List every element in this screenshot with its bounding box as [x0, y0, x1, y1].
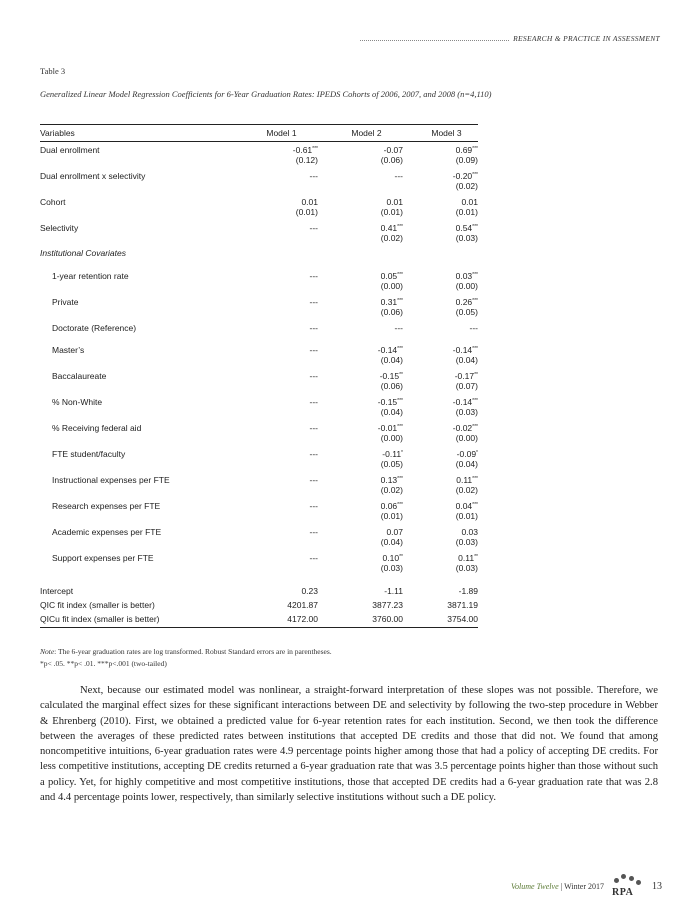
significance-stars: ** — [399, 372, 403, 378]
row-label: Cohort — [40, 197, 66, 207]
significance-stars: *** — [397, 424, 403, 430]
table-label: Table 3 — [40, 66, 66, 76]
model-3-cell — [415, 320, 478, 342]
model-2-cell — [330, 220, 415, 246]
table-row — [40, 194, 478, 220]
table-row — [40, 394, 478, 420]
body-paragraph: Next, because our estimated model was nonlinear, a straight-forward interpretation of these slopes was not possible. Therefore, we calculated the marginal effect sizes for these significant interactions between DE and selectivity by following the two-step procedure in Webber & Ehrenberg (2010). First, we obtained a predicted value for 6-year retention rates for each institution. Second, we then took the difference between the averages of these predicted rates between institutions that accepted DE credits and those that did not. We found that among noncompetitive intuitions, 6-year graduation rates were 4.9 percentage points higher among those that had a policy of accepting DE credits. For less competitive institutions, accepting DE credits returned a 6-year graduation rate that was 3.5 percentage points higher than those without such a policy. Yet, for highly competitive and most competitive institutions, those that accepted DE credits had a 6-year graduation rate that was 2.8 and 4.4 percentage points lower, respectively, than similarly selective institutions without such a DE policy. — [40, 685, 658, 804]
model-1-cell — [245, 294, 330, 320]
note-significance: *p< .05. **p< .01. ***p<.001 (two-tailed) — [40, 659, 167, 668]
model-1-cell — [245, 194, 330, 220]
running-head-dots — [360, 37, 509, 41]
footer-issue: Winter 2017 — [564, 881, 604, 891]
running-head — [360, 34, 660, 43]
table-spacer-row — [40, 576, 478, 584]
coefficient: -0.61 — [292, 145, 313, 155]
rpa-logo-text: RPA — [612, 887, 634, 898]
coefficient: --- — [309, 297, 318, 307]
model-2-cell — [330, 498, 415, 524]
standard-error: (0.00) — [380, 433, 403, 443]
coefficient: -1.11 — [384, 586, 403, 596]
standard-error: (0.03) — [455, 537, 478, 547]
standard-error: (0.04) — [455, 459, 478, 469]
model-2-cell — [330, 394, 415, 420]
significance-stars: *** — [472, 224, 478, 230]
model-3-cell — [415, 584, 478, 598]
model-1-cell — [245, 446, 330, 472]
model-1-cell — [245, 368, 330, 394]
table-row — [40, 220, 478, 246]
significance-stars: *** — [472, 398, 478, 404]
model-2-cell — [330, 142, 415, 169]
coefficient: 0.04 — [455, 501, 473, 511]
model-2-cell — [330, 194, 415, 220]
table-row — [40, 368, 478, 394]
coefficient: --- — [309, 397, 318, 407]
significance-stars: *** — [472, 146, 478, 152]
significance-stars: *** — [472, 298, 478, 304]
table-header-row — [40, 125, 478, 142]
model-3-cell — [415, 368, 478, 394]
model-1-cell — [245, 524, 330, 550]
coefficient: 0.01 — [301, 197, 318, 207]
row-label: 1-year retention rate — [52, 271, 129, 281]
table-row — [40, 142, 478, 169]
coefficient: 0.01 — [461, 197, 478, 207]
coefficient: 3754.00 — [447, 614, 478, 624]
standard-error: (0.05) — [380, 459, 403, 469]
standard-error: (0.04) — [380, 537, 403, 547]
coefficient: --- — [309, 323, 318, 333]
table-row — [40, 342, 478, 368]
coefficient: --- — [394, 323, 403, 333]
model-3-cell — [415, 294, 478, 320]
coefficient: -0.02 — [452, 423, 473, 433]
significance-stars: *** — [472, 272, 478, 278]
coefficient: 0.13 — [380, 475, 398, 485]
table-note — [40, 646, 500, 670]
standard-error: (0.03) — [455, 563, 478, 573]
coefficient: 0.03 — [461, 527, 478, 537]
note-text: : The 6-year graduation rates are log transformed. Robust Standard errors are in parentheses. — [54, 647, 332, 656]
coefficient: 0.10 — [382, 553, 400, 563]
row-label: Private — [52, 297, 79, 307]
standard-error: (0.06) — [380, 155, 403, 165]
standard-error: (0.01) — [295, 207, 318, 217]
table-row — [40, 320, 478, 342]
row-label: Instructional expenses per FTE — [52, 475, 170, 485]
coefficient: --- — [309, 271, 318, 281]
coefficient: --- — [309, 371, 318, 381]
coefficient: -0.14 — [452, 345, 473, 355]
coefficient: -0.11 — [382, 449, 402, 459]
model-1-cell — [245, 550, 330, 576]
table-row — [40, 420, 478, 446]
coefficient: 0.69 — [455, 145, 473, 155]
model-3-cell — [415, 342, 478, 368]
model-3-cell — [415, 498, 478, 524]
significance-stars: *** — [397, 224, 403, 230]
footer-separator: | — [558, 881, 565, 891]
coefficient: 0.05 — [380, 271, 398, 281]
model-1-cell — [245, 320, 330, 342]
model-1-cell — [245, 394, 330, 420]
standard-error: (0.01) — [455, 207, 478, 217]
model-3-cell — [415, 268, 478, 294]
coefficient: --- — [309, 527, 318, 537]
standard-error: (0.02) — [380, 485, 403, 495]
significance-stars: * — [401, 450, 403, 456]
model-2-cell — [330, 168, 415, 194]
coefficient: 0.07 — [386, 527, 403, 537]
table-caption: Generalized Linear Model Regression Coefficients for 6-Year Graduation Rates: IPEDS Cohorts of 2006, 2007, and 2008 (n=4,110) — [40, 89, 492, 99]
coefficient: -0.15 — [377, 397, 398, 407]
model-1-cell — [245, 472, 330, 498]
table-row — [40, 612, 478, 628]
coefficient: --- — [469, 323, 478, 333]
row-label: Academic expenses per FTE — [52, 527, 162, 537]
table-row — [40, 446, 478, 472]
row-label: Intercept — [40, 586, 74, 596]
standard-error: (0.06) — [380, 381, 403, 391]
table-row — [40, 550, 478, 576]
coefficient: 0.11 — [456, 475, 473, 485]
model-2-cell — [330, 524, 415, 550]
significance-stars: *** — [472, 346, 478, 352]
coefficient: 3871.19 — [447, 600, 478, 610]
coefficient: -0.20 — [452, 171, 473, 181]
standard-error: (0.03) — [455, 233, 478, 243]
model-1-cell — [245, 220, 330, 246]
model-2-cell — [330, 550, 415, 576]
model-2-cell — [330, 612, 415, 628]
table-row — [40, 524, 478, 550]
coefficient: 0.26 — [455, 297, 473, 307]
coefficient: --- — [309, 345, 318, 355]
row-label: Dual enrollment — [40, 145, 100, 155]
coefficient: --- — [309, 553, 318, 563]
coefficient: 4172.00 — [287, 614, 318, 624]
model-3-cell — [415, 220, 478, 246]
coefficient: 0.06 — [380, 501, 398, 511]
page-number: 13 — [652, 880, 662, 892]
coefficient: 0.54 — [455, 223, 473, 233]
standard-error: (0.07) — [455, 381, 478, 391]
model-1-cell — [245, 420, 330, 446]
model-3-cell — [415, 612, 478, 628]
significance-stars: *** — [312, 146, 318, 152]
significance-stars: ** — [399, 554, 403, 560]
model-1-cell — [245, 142, 330, 169]
standard-error: (0.03) — [380, 563, 403, 573]
coefficient: -0.15 — [379, 371, 400, 381]
standard-error: (0.06) — [380, 307, 403, 317]
table-row — [40, 472, 478, 498]
standard-error: (0.04) — [380, 407, 403, 417]
regression-table — [40, 124, 478, 628]
standard-error: (0.01) — [455, 511, 478, 521]
significance-stars: *** — [472, 424, 478, 430]
model-2-cell — [330, 584, 415, 598]
coefficient: -0.09 — [456, 449, 477, 459]
footer-volume: Volume Twelve — [511, 881, 559, 891]
table-row — [40, 584, 478, 598]
coefficient: -0.14 — [377, 345, 398, 355]
header-model-3: Model 3 — [415, 125, 478, 142]
model-1-cell — [245, 168, 330, 194]
table-section-row — [40, 246, 478, 268]
table-row — [40, 168, 478, 194]
significance-stars: *** — [472, 502, 478, 508]
row-label: % Non-White — [52, 397, 103, 407]
model-3-cell — [415, 598, 478, 612]
model-2-cell — [330, 268, 415, 294]
coefficient: 3760.00 — [372, 614, 403, 624]
model-1-cell — [245, 268, 330, 294]
coefficient: 0.41 — [380, 223, 398, 233]
significance-stars: ** — [474, 554, 478, 560]
row-label: Baccalaureate — [52, 371, 107, 381]
section-institutional-covariates: Institutional Covariates — [40, 248, 126, 258]
row-label: Master’s — [52, 345, 85, 355]
coefficient: -0.17 — [454, 371, 475, 381]
coefficient: --- — [309, 423, 318, 433]
standard-error: (0.04) — [380, 355, 403, 365]
coefficient: 3877.23 — [372, 600, 403, 610]
header-variables: Variables — [40, 125, 245, 142]
model-2-cell — [330, 598, 415, 612]
row-label: QICu fit index (smaller is better) — [40, 612, 245, 628]
table-row — [40, 498, 478, 524]
rpa-logo — [610, 874, 644, 898]
row-label: Doctorate (Reference) — [52, 323, 137, 333]
coefficient: 4201.87 — [287, 600, 318, 610]
model-2-cell — [330, 420, 415, 446]
model-2-cell — [330, 472, 415, 498]
model-3-cell — [415, 446, 478, 472]
model-1-cell — [245, 498, 330, 524]
coefficient: --- — [309, 223, 318, 233]
table-row — [40, 598, 478, 612]
standard-error: (0.02) — [455, 485, 478, 495]
coefficient: 0.11 — [458, 553, 475, 563]
coefficient: --- — [309, 475, 318, 485]
coefficient: -1.89 — [458, 586, 478, 596]
significance-stars: ** — [474, 372, 478, 378]
model-3-cell — [415, 142, 478, 169]
table-row — [40, 294, 478, 320]
standard-error: (0.09) — [455, 155, 478, 165]
model-3-cell — [415, 168, 478, 194]
page-footer — [511, 874, 662, 898]
running-head-text: RESEARCH & PRACTICE IN ASSESSMENT — [513, 34, 660, 43]
row-label: Research expenses per FTE — [52, 501, 161, 511]
row-label: QIC fit index (smaller is better) — [40, 600, 155, 610]
coefficient: --- — [394, 171, 403, 181]
significance-stars: *** — [397, 346, 403, 352]
row-label: % Receiving federal aid — [52, 423, 142, 433]
header-model-2: Model 2 — [330, 125, 415, 142]
model-2-cell — [330, 294, 415, 320]
coefficient: --- — [309, 171, 318, 181]
significance-stars: *** — [472, 172, 478, 178]
standard-error: (0.00) — [455, 281, 478, 291]
coefficient: -0.01 — [377, 423, 398, 433]
standard-error: (0.12) — [295, 155, 318, 165]
model-1-cell — [245, 342, 330, 368]
coefficient: 0.01 — [386, 197, 403, 207]
model-3-cell — [415, 550, 478, 576]
coefficient: --- — [309, 501, 318, 511]
note-label: Note — [40, 647, 55, 656]
standard-error: (0.04) — [455, 355, 478, 365]
coefficient: 0.03 — [455, 271, 473, 281]
model-3-cell — [415, 472, 478, 498]
significance-stars: *** — [397, 272, 403, 278]
standard-error: (0.05) — [455, 307, 478, 317]
model-1-cell — [245, 598, 330, 612]
significance-stars: *** — [397, 298, 403, 304]
table-row — [40, 268, 478, 294]
model-3-cell — [415, 524, 478, 550]
model-1-cell — [245, 612, 330, 628]
model-2-cell — [330, 446, 415, 472]
header-model-1: Model 1 — [245, 125, 330, 142]
row-label: Selectivity — [40, 223, 79, 233]
model-3-cell — [415, 194, 478, 220]
standard-error: (0.00) — [380, 281, 403, 291]
model-1-cell — [245, 584, 330, 598]
row-label: Support expenses per FTE — [52, 553, 154, 563]
row-label: FTE student/faculty — [52, 449, 126, 459]
significance-stars: *** — [397, 502, 403, 508]
significance-stars: *** — [397, 398, 403, 404]
model-2-cell — [330, 320, 415, 342]
model-2-cell — [330, 368, 415, 394]
coefficient: 0.31 — [380, 297, 398, 307]
coefficient: -0.14 — [452, 397, 473, 407]
standard-error: (0.02) — [455, 181, 478, 191]
coefficient: -0.07 — [383, 145, 403, 155]
model-3-cell — [415, 420, 478, 446]
row-label: Dual enrollment x selectivity — [40, 171, 146, 181]
coefficient: --- — [309, 449, 318, 459]
standard-error: (0.03) — [455, 407, 478, 417]
significance-stars: * — [476, 450, 478, 456]
model-3-cell — [415, 394, 478, 420]
standard-error: (0.02) — [380, 233, 403, 243]
model-2-cell — [330, 342, 415, 368]
standard-error: (0.01) — [380, 511, 403, 521]
standard-error: (0.01) — [380, 207, 403, 217]
significance-stars: *** — [472, 476, 478, 482]
significance-stars: *** — [397, 476, 403, 482]
coefficient: 0.23 — [301, 586, 318, 596]
standard-error: (0.00) — [455, 433, 478, 443]
